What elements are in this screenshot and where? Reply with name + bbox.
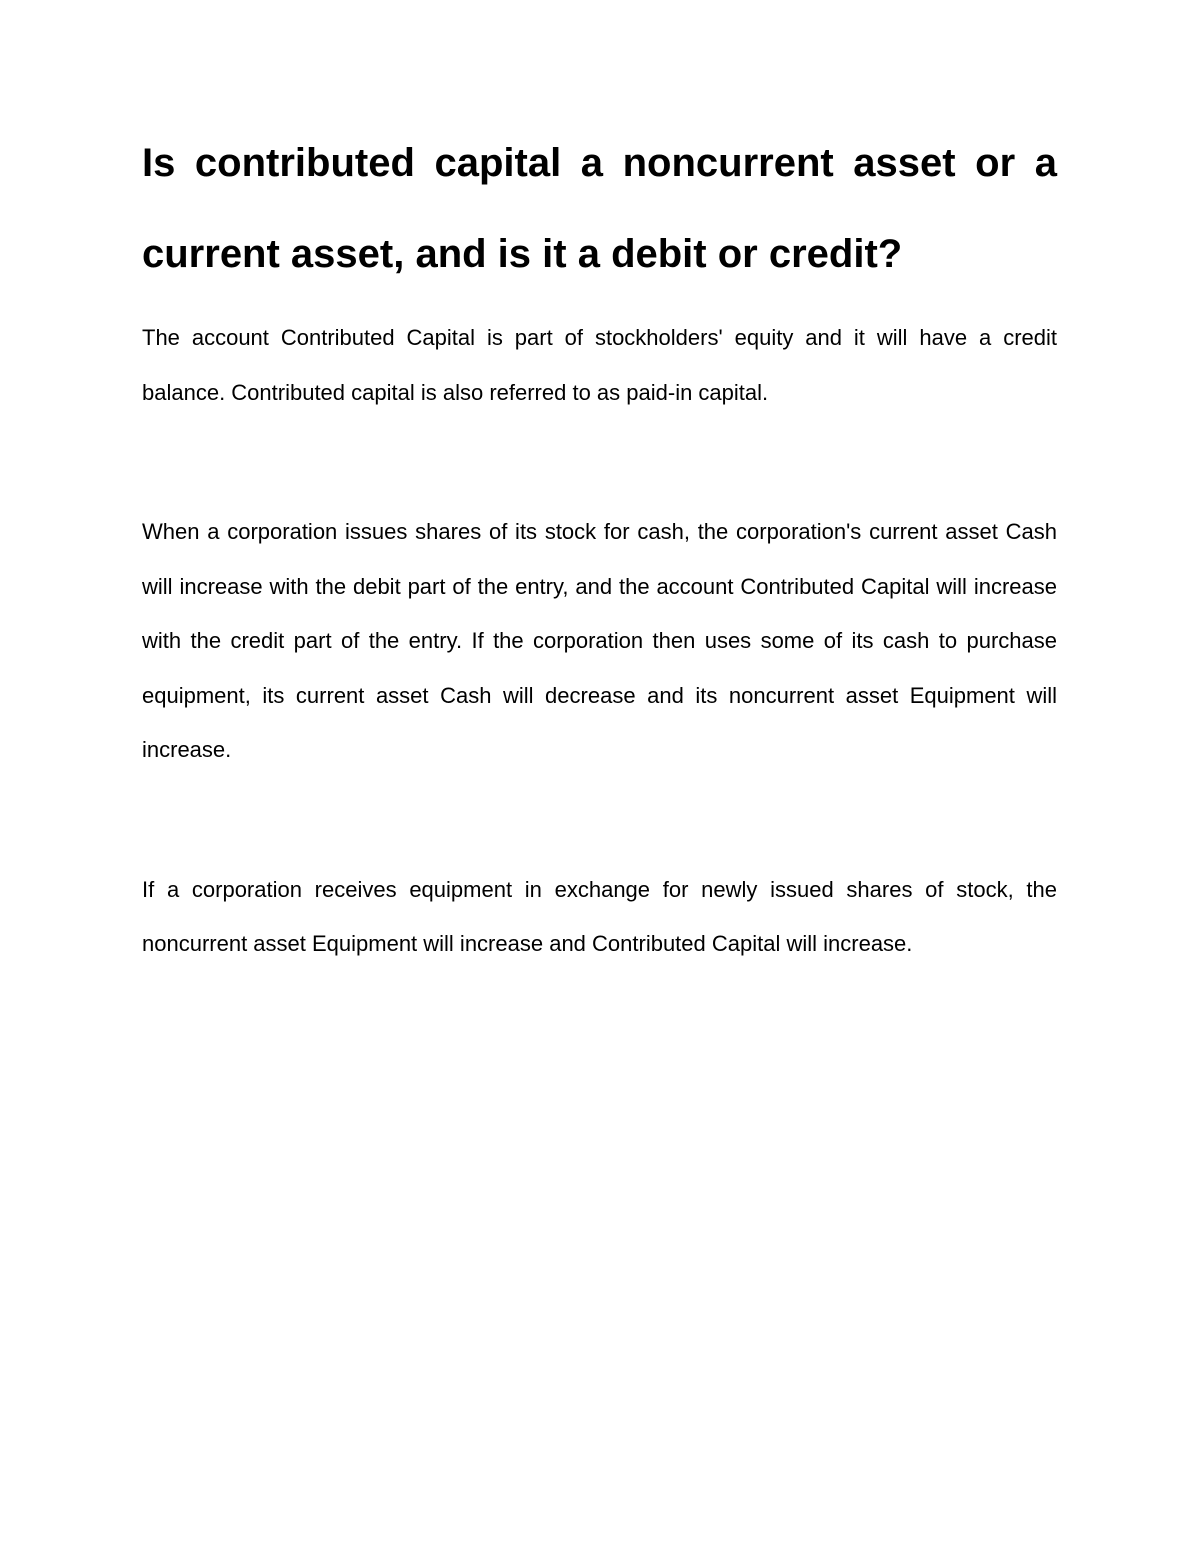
paragraph-2: When a corporation issues shares of its stock for cash, the corporation's current asset Cash will increase with the debit part of the entry, and the account Contributed Capital will increase with the credit part of the entry. If the corporation then uses some of its cash to purchase equipment, its current asset Cash will decrease and its noncurrent asset Equipment will increase. bbox=[142, 519, 1057, 762]
paragraph-1: The account Contributed Capital is part of stockholders' equity and it will have a credit balance. Contributed capital is also referred to as paid-in capital. bbox=[142, 325, 1057, 405]
paragraph-3: If a corporation receives equipment in exchange for newly issued shares of stock, the noncurrent asset Equipment will increase and Contributed Capital will increase. bbox=[142, 876, 1057, 956]
document-title: Is contributed capital a noncurrent asset or a current asset, and is it a debit or credit? bbox=[142, 141, 1057, 276]
document-body bbox=[142, 118, 1057, 972]
